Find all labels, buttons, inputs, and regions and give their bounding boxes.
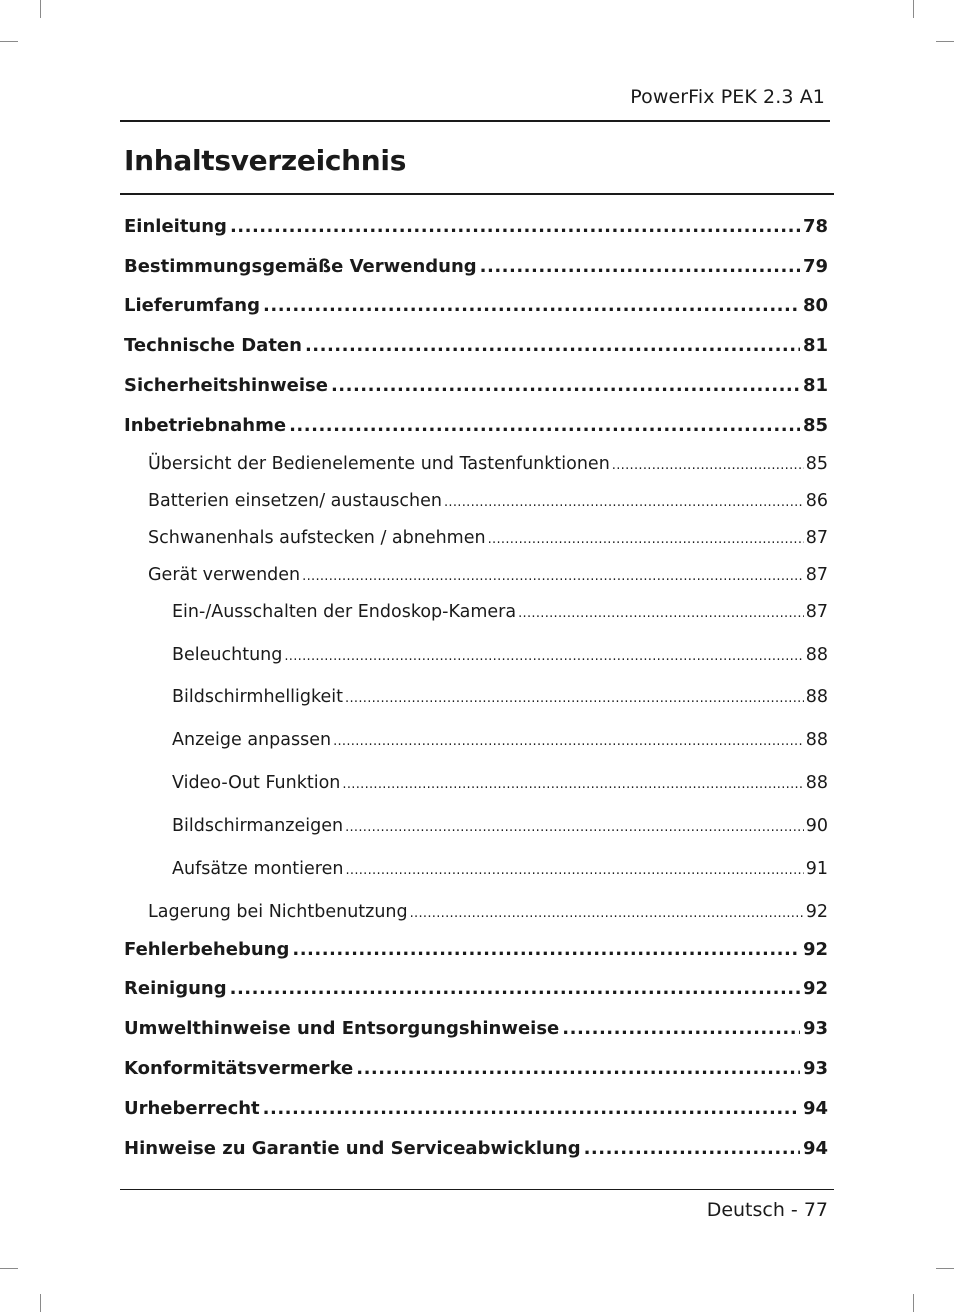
toc-subentry[interactable]: Übersicht der Bedienelemente und Tastenfunktionen ..... 85 <box>148 454 828 474</box>
crop-mark <box>936 41 954 42</box>
crop-mark <box>0 41 18 42</box>
title-rule <box>120 193 834 195</box>
toc-entry[interactable]: Einleitung ..... 78 <box>124 216 828 237</box>
toc-subsubentry[interactable]: Aufsätze montieren ..... 91 <box>172 859 828 879</box>
toc-subsubentry[interactable]: Beleuchtung ..... 88 <box>172 645 828 665</box>
toc-entry[interactable]: Urheberrecht ..... 94 <box>124 1098 828 1119</box>
toc-subentry[interactable]: Lagerung bei Nichtbenutzung ..... 92 <box>148 902 828 922</box>
toc-entry[interactable]: Inbetriebnahme ..... 85 <box>124 415 828 436</box>
crop-mark <box>913 1294 914 1312</box>
toc-subentry[interactable]: Batterien einsetzen/ austauschen ..... 86 <box>148 491 828 511</box>
crop-mark <box>40 0 41 18</box>
toc-subentry[interactable]: Schwanenhals aufstecken / abnehmen ..... 87 <box>148 528 828 548</box>
toc-entry[interactable]: Lieferumfang ..... 80 <box>124 295 828 316</box>
toc-subsubentry[interactable]: Video-Out Funktion ..... 88 <box>172 773 828 793</box>
toc-entry[interactable]: Umwelthinweise und Entsorgungshinweise ..... 93 <box>124 1018 828 1039</box>
toc-subsubentry[interactable]: Bildschirmhelligkeit ..... 88 <box>172 687 828 707</box>
toc-entry[interactable]: Fehlerbehebung ..... 92 <box>124 939 828 960</box>
toc-entry[interactable]: Hinweise zu Garantie und Serviceabwicklung ..... 94 <box>124 1138 828 1159</box>
crop-mark <box>0 1268 18 1269</box>
header-rule <box>120 120 830 122</box>
footer-rule <box>120 1189 834 1190</box>
header-product-name: PowerFix PEK 2.3 A1 <box>630 86 825 108</box>
crop-mark <box>40 1294 41 1312</box>
toc-entry[interactable]: Sicherheitshinweise ..... 81 <box>124 375 828 396</box>
crop-mark <box>936 1268 954 1269</box>
toc-subsubentry[interactable]: Anzeige anpassen ..... 88 <box>172 730 828 750</box>
toc-entry[interactable]: Reinigung ..... 92 <box>124 978 828 999</box>
crop-mark <box>913 0 914 18</box>
toc-entry[interactable]: Bestimmungsgemäße Verwendung ..... 79 <box>124 256 828 277</box>
page-title: Inhaltsverzeichnis <box>124 144 407 177</box>
toc-subsubentry[interactable]: Bildschirmanzeigen ..... 90 <box>172 816 828 836</box>
toc-subentry[interactable]: Gerät verwenden ..... 87 <box>148 565 828 585</box>
footer-page-number: Deutsch - 77 <box>706 1199 828 1221</box>
toc-subsubentry[interactable]: Ein-/Ausschalten der Endoskop-Kamera ..... 87 <box>172 602 828 622</box>
toc-entry[interactable]: Konformitätsvermerke ..... 93 <box>124 1058 828 1079</box>
toc-entry[interactable]: Technische Daten ..... 81 <box>124 335 828 356</box>
